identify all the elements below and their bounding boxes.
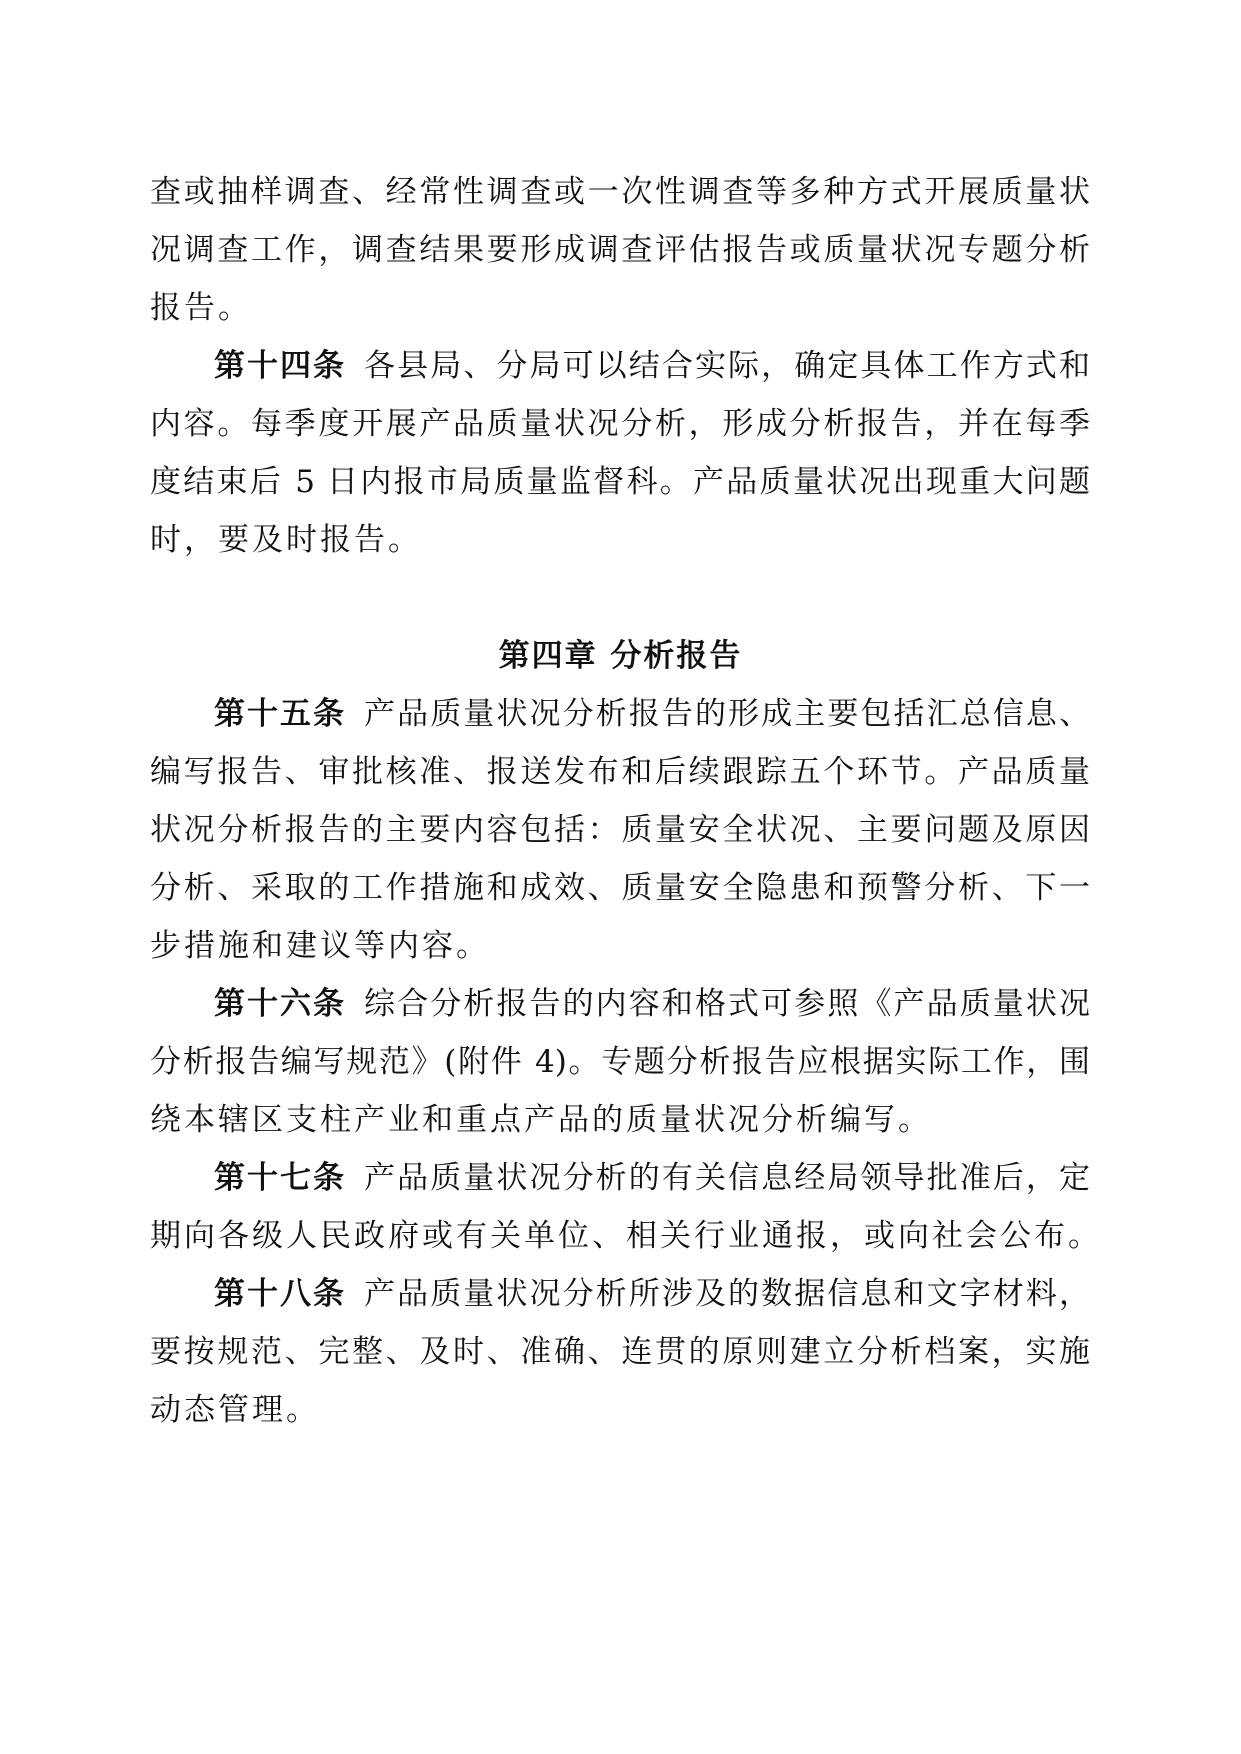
paragraph-line: 报告。 [150, 290, 252, 326]
article-18-first-line [214, 1274, 1090, 1314]
article-16-first-line [214, 984, 1090, 1024]
paragraph-line: 状况分析报告的主要内容包括：质量安全状况、主要问题及原因 [150, 812, 1090, 848]
article-14-label: 第十四条 [214, 348, 346, 384]
article-15-first-line [214, 694, 1090, 734]
article-18-label: 第十八条 [214, 1276, 346, 1312]
paragraph-line: 度结束后 5 日内报市局质量监督科。产品质量状况出现重大问题 [150, 464, 1090, 500]
article-18-text: 产品质量状况分析所涉及的数据信息和文字材料， [364, 1276, 1090, 1312]
article-16-text: 综合分析报告的内容和格式可参照《产品质量状况 [364, 986, 1090, 1022]
paragraph-line: 绕本辖区支柱产业和重点产品的质量状况分析编写。 [150, 1102, 932, 1138]
article-17-first-line [214, 1158, 1090, 1198]
article-14-first-line [214, 346, 1090, 386]
article-14-text: 各县局、分局可以结合实际，确定具体工作方式和 [364, 348, 1090, 384]
chapter-heading: 第四章 分析报告 [498, 638, 743, 674]
paragraph-line: 查或抽样调查、经常性调查或一次性调查等多种方式开展质量状 [150, 174, 1090, 210]
paragraph-line: 期向各级人民政府或有关单位、相关行业通报，或向社会公布。 [150, 1218, 1102, 1254]
article-16-label: 第十六条 [214, 986, 346, 1022]
article-15-text: 产品质量状况分析报告的形成主要包括汇总信息、 [364, 696, 1090, 732]
paragraph-line: 动态管理。 [150, 1392, 320, 1428]
paragraph-line: 要按规范、完整、及时、准确、连贯的原则建立分析档案，实施 [150, 1334, 1090, 1370]
paragraph-line: 分析、采取的工作措施和成效、质量安全隐患和预警分析、下一 [150, 870, 1090, 906]
paragraph-line: 况调查工作，调查结果要形成调查评估报告或质量状况专题分析 [150, 232, 1090, 268]
paragraph-line: 步措施和建议等内容。 [150, 928, 490, 964]
article-17-label: 第十七条 [214, 1160, 346, 1196]
article-15-label: 第十五条 [214, 696, 346, 732]
paragraph-line: 内容。每季度开展产品质量状况分析，形成分析报告，并在每季 [150, 406, 1090, 442]
article-17-text: 产品质量状况分析的有关信息经局领导批准后，定 [364, 1160, 1090, 1196]
paragraph-line: 编写报告、审批核准、报送发布和后续跟踪五个环节。产品质量 [150, 754, 1090, 790]
paragraph-line: 分析报告编写规范》(附件 4)。专题分析报告应根据实际工作，围 [150, 1044, 1090, 1080]
paragraph-line: 时，要及时报告。 [150, 522, 422, 558]
